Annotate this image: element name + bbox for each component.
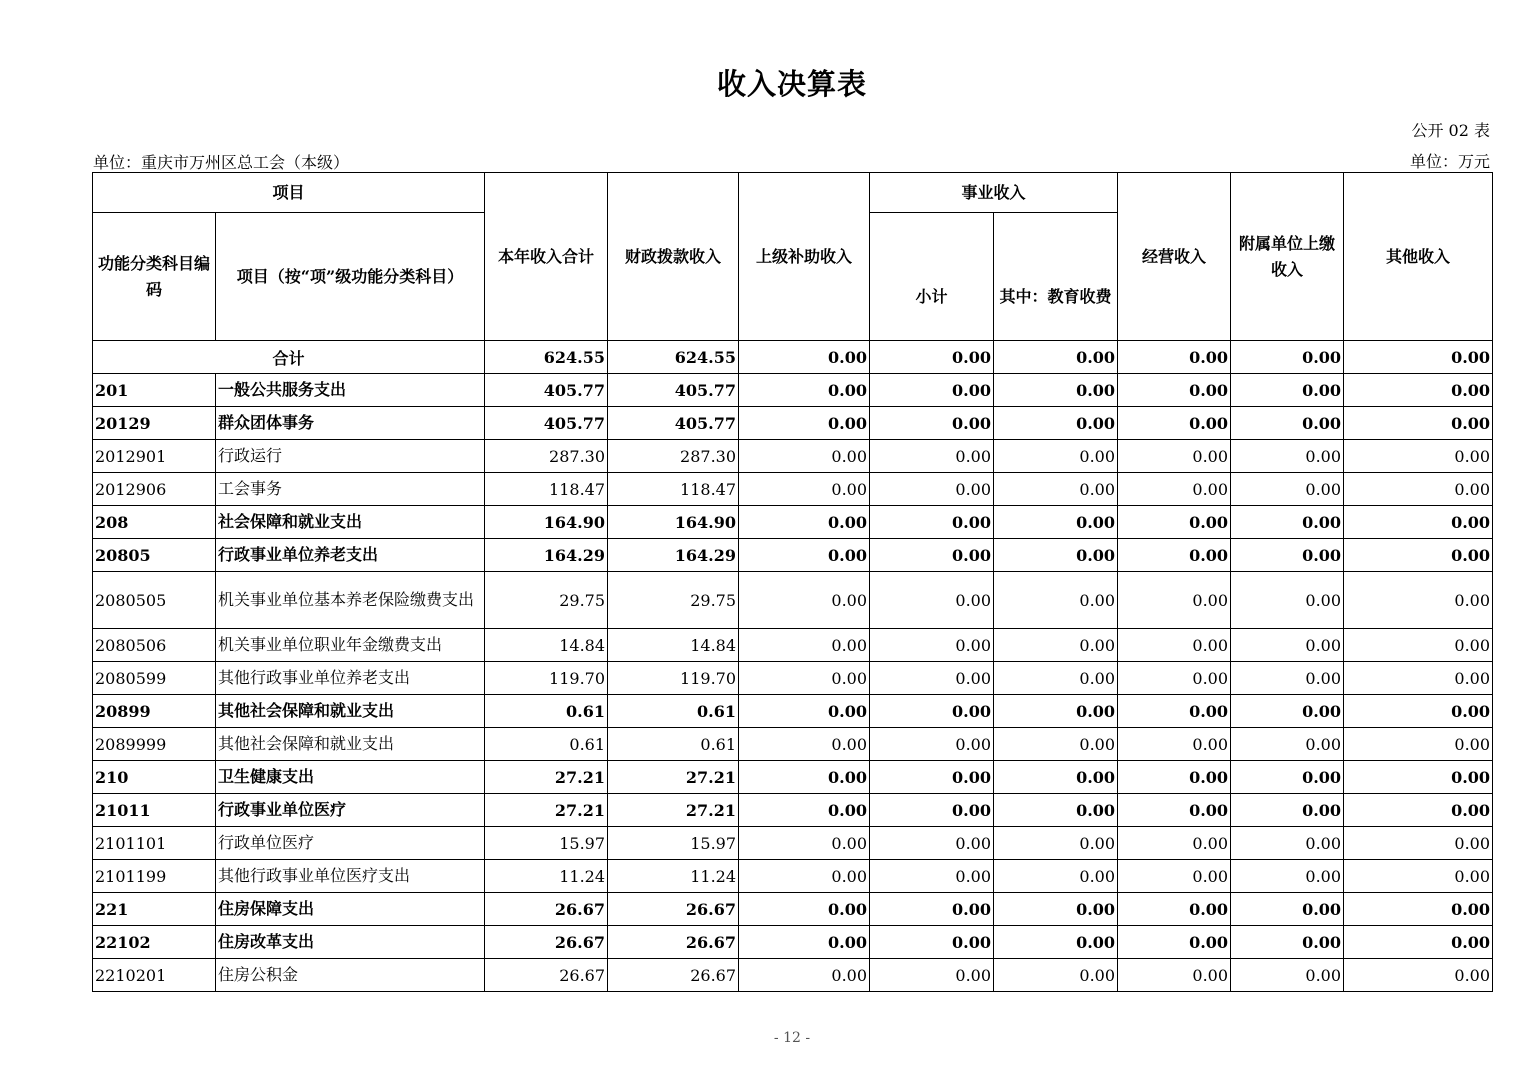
row-value: 0.00 xyxy=(739,827,870,860)
row-value: 0.00 xyxy=(1118,572,1231,629)
row-code: 20899 xyxy=(93,695,216,728)
row-value: 0.00 xyxy=(994,827,1118,860)
row-value: 0.00 xyxy=(739,629,870,662)
row-value: 27.21 xyxy=(485,794,608,827)
row-value: 0.00 xyxy=(994,407,1118,440)
table-row xyxy=(93,728,1493,761)
row-value: 26.67 xyxy=(485,959,608,992)
row-value: 0.61 xyxy=(608,695,739,728)
total-cell: 0.00 xyxy=(1118,341,1231,374)
row-value: 405.77 xyxy=(485,374,608,407)
row-value: 0.61 xyxy=(485,695,608,728)
row-value: 15.97 xyxy=(608,827,739,860)
total-cell: 624.55 xyxy=(485,341,608,374)
row-value: 0.00 xyxy=(1231,473,1344,506)
row-value: 0.00 xyxy=(1344,959,1493,992)
total-cell: 624.55 xyxy=(608,341,739,374)
row-value: 0.00 xyxy=(1344,629,1493,662)
row-value: 0.00 xyxy=(994,794,1118,827)
row-value: 0.00 xyxy=(1344,827,1493,860)
row-value: 118.47 xyxy=(485,473,608,506)
row-value: 0.00 xyxy=(870,794,994,827)
row-value: 0.00 xyxy=(739,761,870,794)
row-value: 0.00 xyxy=(1231,827,1344,860)
row-code: 2080505 xyxy=(93,572,216,629)
header-item: 项目 xyxy=(93,173,485,213)
row-name: 一般公共服务支出 xyxy=(216,374,485,407)
row-code: 2012901 xyxy=(93,440,216,473)
row-code: 208 xyxy=(93,506,216,539)
row-value: 0.00 xyxy=(994,539,1118,572)
header-operating: 经营收入 xyxy=(1118,173,1231,341)
table-row xyxy=(93,572,1493,629)
row-name: 其他社会保障和就业支出 xyxy=(216,728,485,761)
row-value: 0.00 xyxy=(994,662,1118,695)
row-value: 0.00 xyxy=(1344,761,1493,794)
row-code: 22102 xyxy=(93,926,216,959)
table-row xyxy=(93,827,1493,860)
row-value: 0.00 xyxy=(1231,662,1344,695)
row-value: 0.00 xyxy=(870,506,994,539)
row-value: 0.00 xyxy=(739,959,870,992)
row-code: 210 xyxy=(93,761,216,794)
row-value: 164.29 xyxy=(608,539,739,572)
header-subtotal: 小计 xyxy=(870,213,994,341)
header-affiliated: 附属单位上缴收入 xyxy=(1231,173,1344,341)
row-value: 0.00 xyxy=(1344,728,1493,761)
row-value: 0.61 xyxy=(608,728,739,761)
form-number: 公开 02 表 xyxy=(1411,121,1490,140)
row-value: 0.00 xyxy=(1344,539,1493,572)
row-value: 0.00 xyxy=(870,959,994,992)
table-row xyxy=(93,926,1493,959)
row-code: 20129 xyxy=(93,407,216,440)
row-value: 405.77 xyxy=(608,407,739,440)
row-value: 0.00 xyxy=(739,893,870,926)
row-value: 0.00 xyxy=(1231,572,1344,629)
row-value: 0.00 xyxy=(870,662,994,695)
row-value: 0.00 xyxy=(994,440,1118,473)
row-code: 201 xyxy=(93,374,216,407)
row-value: 0.00 xyxy=(994,860,1118,893)
row-value: 26.67 xyxy=(608,893,739,926)
row-name: 行政事业单位养老支出 xyxy=(216,539,485,572)
row-value: 164.29 xyxy=(485,539,608,572)
row-value: 0.00 xyxy=(870,539,994,572)
row-name: 社会保障和就业支出 xyxy=(216,506,485,539)
table-row xyxy=(93,629,1493,662)
row-value: 0.00 xyxy=(1118,893,1231,926)
row-value: 27.21 xyxy=(608,794,739,827)
table-row xyxy=(93,761,1493,794)
row-value: 0.00 xyxy=(1231,506,1344,539)
row-value: 0.00 xyxy=(1344,662,1493,695)
table-row xyxy=(93,440,1493,473)
row-value: 11.24 xyxy=(485,860,608,893)
row-value: 0.00 xyxy=(870,473,994,506)
row-name: 其他行政事业单位医疗支出 xyxy=(216,860,485,893)
table-row xyxy=(93,794,1493,827)
row-value: 0.00 xyxy=(1231,407,1344,440)
row-value: 0.00 xyxy=(870,407,994,440)
row-name: 住房改革支出 xyxy=(216,926,485,959)
row-value: 26.67 xyxy=(485,926,608,959)
row-value: 0.00 xyxy=(994,959,1118,992)
unit-currency: 单位：万元 xyxy=(1409,152,1490,171)
row-value: 0.00 xyxy=(1231,629,1344,662)
row-value: 0.00 xyxy=(1231,728,1344,761)
page-number: - 12 - xyxy=(773,1030,811,1046)
row-value: 0.00 xyxy=(1231,893,1344,926)
row-value: 118.47 xyxy=(608,473,739,506)
row-value: 26.67 xyxy=(485,893,608,926)
row-name: 其他社会保障和就业支出 xyxy=(216,695,485,728)
row-value: 0.00 xyxy=(1118,629,1231,662)
row-value: 0.00 xyxy=(994,926,1118,959)
row-value: 0.00 xyxy=(1231,860,1344,893)
row-value: 0.00 xyxy=(1231,374,1344,407)
row-value: 0.00 xyxy=(994,728,1118,761)
row-value: 119.70 xyxy=(608,662,739,695)
row-value: 0.00 xyxy=(994,374,1118,407)
header-total: 本年收入合计 xyxy=(485,173,608,341)
page-title: 收入决算表 xyxy=(716,67,867,101)
header-fiscal: 财政拨款收入 xyxy=(608,173,739,341)
header-edu: 其中：教育收费 xyxy=(994,213,1118,341)
row-value: 14.84 xyxy=(608,629,739,662)
row-value: 11.24 xyxy=(608,860,739,893)
total-cell: 0.00 xyxy=(1344,341,1493,374)
row-value: 0.00 xyxy=(870,572,994,629)
row-name: 工会事务 xyxy=(216,473,485,506)
row-value: 164.90 xyxy=(608,506,739,539)
row-value: 0.00 xyxy=(1344,794,1493,827)
row-name: 住房公积金 xyxy=(216,959,485,992)
row-value: 0.00 xyxy=(1118,728,1231,761)
header-other: 其他收入 xyxy=(1344,173,1493,341)
row-value: 0.00 xyxy=(1344,926,1493,959)
row-value: 0.00 xyxy=(1231,761,1344,794)
row-value: 15.97 xyxy=(485,827,608,860)
row-code: 2210201 xyxy=(93,959,216,992)
row-value: 0.00 xyxy=(1118,506,1231,539)
header-business: 事业收入 xyxy=(870,173,1118,213)
unit-organization: 单位：重庆市万州区总工会（本级） xyxy=(93,153,350,172)
income-table xyxy=(92,172,1493,992)
row-value: 29.75 xyxy=(608,572,739,629)
row-value: 0.00 xyxy=(870,827,994,860)
row-value: 0.00 xyxy=(739,407,870,440)
row-code: 2080506 xyxy=(93,629,216,662)
row-value: 0.00 xyxy=(1344,893,1493,926)
row-value: 0.00 xyxy=(1344,860,1493,893)
row-value: 0.61 xyxy=(485,728,608,761)
row-code: 2101199 xyxy=(93,860,216,893)
table-row xyxy=(93,506,1493,539)
row-value: 0.00 xyxy=(1118,926,1231,959)
row-name: 群众团体事务 xyxy=(216,407,485,440)
row-value: 29.75 xyxy=(485,572,608,629)
row-value: 0.00 xyxy=(739,695,870,728)
row-code: 2012906 xyxy=(93,473,216,506)
total-row xyxy=(93,341,1493,374)
row-code: 21011 xyxy=(93,794,216,827)
header-name: 项目（按“项”级功能分类科目） xyxy=(216,213,485,341)
row-value: 0.00 xyxy=(739,926,870,959)
table-header xyxy=(93,173,1493,341)
row-value: 0.00 xyxy=(1344,473,1493,506)
row-value: 0.00 xyxy=(994,893,1118,926)
row-value: 0.00 xyxy=(1118,761,1231,794)
row-value: 0.00 xyxy=(1118,695,1231,728)
table-row xyxy=(93,959,1493,992)
row-value: 0.00 xyxy=(1118,860,1231,893)
row-value: 0.00 xyxy=(870,440,994,473)
row-value: 0.00 xyxy=(1118,827,1231,860)
table-row xyxy=(93,695,1493,728)
table-row xyxy=(93,893,1493,926)
row-value: 0.00 xyxy=(1231,959,1344,992)
row-value: 405.77 xyxy=(608,374,739,407)
row-value: 287.30 xyxy=(485,440,608,473)
row-value: 0.00 xyxy=(1231,926,1344,959)
row-code: 2089999 xyxy=(93,728,216,761)
row-value: 0.00 xyxy=(1344,572,1493,629)
row-value: 0.00 xyxy=(1231,440,1344,473)
row-value: 0.00 xyxy=(1231,794,1344,827)
row-value: 0.00 xyxy=(739,662,870,695)
row-value: 0.00 xyxy=(870,374,994,407)
row-value: 27.21 xyxy=(608,761,739,794)
row-value: 0.00 xyxy=(1344,374,1493,407)
row-value: 0.00 xyxy=(739,539,870,572)
row-name: 住房保障支出 xyxy=(216,893,485,926)
row-value: 0.00 xyxy=(1344,695,1493,728)
row-value: 0.00 xyxy=(739,860,870,893)
table-row xyxy=(93,662,1493,695)
table-row xyxy=(93,407,1493,440)
row-value: 0.00 xyxy=(1344,440,1493,473)
row-name: 其他行政事业单位养老支出 xyxy=(216,662,485,695)
row-value: 0.00 xyxy=(1118,440,1231,473)
table-row xyxy=(93,539,1493,572)
row-value: 0.00 xyxy=(870,629,994,662)
row-name: 行政运行 xyxy=(216,440,485,473)
row-name: 行政单位医疗 xyxy=(216,827,485,860)
total-cell: 0.00 xyxy=(739,341,870,374)
row-value: 0.00 xyxy=(1344,506,1493,539)
row-name: 机关事业单位职业年金缴费支出 xyxy=(216,629,485,662)
row-value: 0.00 xyxy=(1118,407,1231,440)
row-value: 0.00 xyxy=(739,374,870,407)
row-code: 20805 xyxy=(93,539,216,572)
total-label: 合计 xyxy=(93,341,485,374)
row-code: 2101101 xyxy=(93,827,216,860)
row-value: 0.00 xyxy=(870,860,994,893)
row-value: 26.67 xyxy=(608,926,739,959)
row-value: 14.84 xyxy=(485,629,608,662)
row-value: 0.00 xyxy=(739,473,870,506)
row-value: 0.00 xyxy=(994,473,1118,506)
table-row xyxy=(93,473,1493,506)
row-value: 0.00 xyxy=(994,695,1118,728)
row-value: 0.00 xyxy=(739,572,870,629)
row-value: 0.00 xyxy=(1118,662,1231,695)
table-row xyxy=(93,374,1493,407)
row-value: 26.67 xyxy=(608,959,739,992)
row-name: 机关事业单位基本养老保险缴费支出 xyxy=(216,572,485,629)
row-value: 287.30 xyxy=(608,440,739,473)
row-value: 0.00 xyxy=(994,572,1118,629)
header-code: 功能分类科目编码 xyxy=(93,213,216,341)
row-value: 119.70 xyxy=(485,662,608,695)
table-row xyxy=(93,860,1493,893)
row-value: 0.00 xyxy=(739,440,870,473)
total-cell: 0.00 xyxy=(994,341,1118,374)
row-name: 卫生健康支出 xyxy=(216,761,485,794)
row-value: 27.21 xyxy=(485,761,608,794)
row-value: 0.00 xyxy=(870,893,994,926)
row-value: 0.00 xyxy=(994,629,1118,662)
total-cell: 0.00 xyxy=(870,341,994,374)
row-code: 2080599 xyxy=(93,662,216,695)
row-value: 0.00 xyxy=(1118,794,1231,827)
row-value: 0.00 xyxy=(739,506,870,539)
total-cell: 0.00 xyxy=(1231,341,1344,374)
row-value: 0.00 xyxy=(739,794,870,827)
row-value: 0.00 xyxy=(1118,473,1231,506)
row-value: 0.00 xyxy=(1344,407,1493,440)
row-value: 0.00 xyxy=(1231,539,1344,572)
row-value: 0.00 xyxy=(739,728,870,761)
row-value: 0.00 xyxy=(994,506,1118,539)
row-name: 行政事业单位医疗 xyxy=(216,794,485,827)
row-value: 0.00 xyxy=(870,926,994,959)
row-value: 0.00 xyxy=(1118,539,1231,572)
row-value: 405.77 xyxy=(485,407,608,440)
row-value: 0.00 xyxy=(994,761,1118,794)
row-value: 0.00 xyxy=(870,761,994,794)
row-value: 0.00 xyxy=(870,728,994,761)
header-superior: 上级补助收入 xyxy=(739,173,870,341)
row-value: 0.00 xyxy=(1118,959,1231,992)
row-value: 0.00 xyxy=(870,695,994,728)
row-value: 0.00 xyxy=(1118,374,1231,407)
row-value: 0.00 xyxy=(1231,695,1344,728)
row-code: 221 xyxy=(93,893,216,926)
table-body xyxy=(93,341,1493,992)
row-value: 164.90 xyxy=(485,506,608,539)
